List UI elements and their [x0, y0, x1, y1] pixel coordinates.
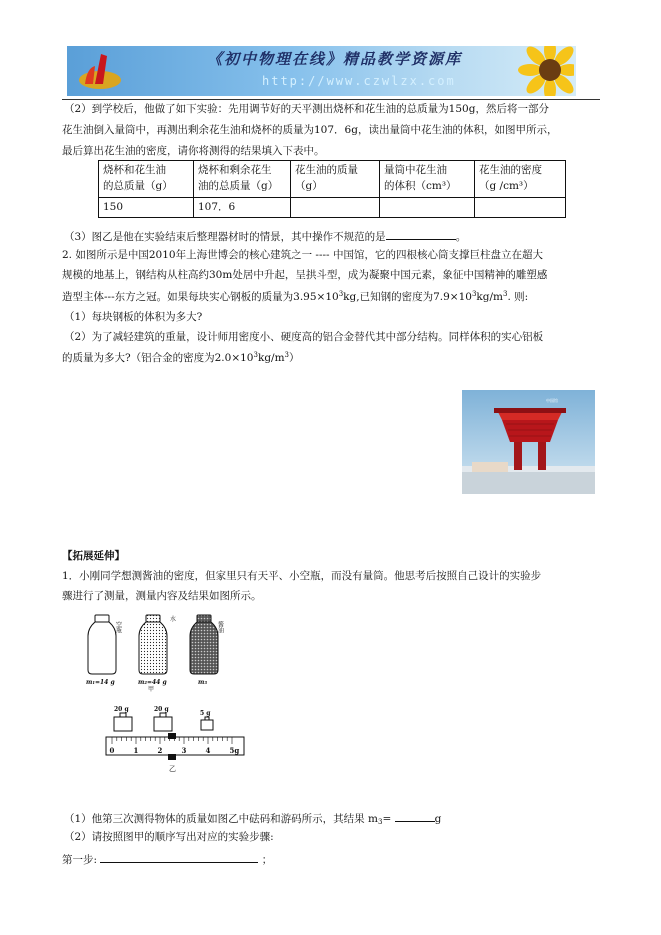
ruler-tick-5: 5g — [229, 746, 240, 755]
table-row — [99, 197, 566, 218]
soy-sauce-bottle — [190, 615, 218, 674]
results-table — [98, 160, 566, 218]
water-bottle — [139, 615, 167, 674]
banner-title: 《初中物理在线》精品教学资源库 — [207, 50, 463, 68]
china-pavilion-photo — [462, 390, 595, 494]
figure-label-jia: 甲 — [148, 686, 155, 692]
p2-line3: 造型主体---东方之冠。如果每块实心钢板的质量为$3.95\times 10^3kg$,已知钢的密度为$7.9\times 10^3kg/m^3$. 则: — [62, 290, 529, 303]
table-header-cell: 量筒中花生油 的体积（cm³） — [380, 161, 475, 198]
banner-url[interactable]: http://www.czwlzx.com — [262, 74, 456, 88]
bottles-figure — [86, 614, 226, 692]
table-cell[interactable] — [380, 197, 475, 218]
sunflower-icon — [514, 46, 574, 96]
rider-top — [168, 733, 176, 739]
table-cell[interactable] — [475, 197, 566, 218]
ruler-tick-4: 4 — [205, 746, 211, 755]
table-header-cell: 花生油的密度 （g /cm³） — [475, 161, 566, 198]
ext-step1: 第一步: ； — [62, 854, 273, 866]
mass-label-1: m₁=14 g — [86, 679, 115, 686]
bottle-label-3: 酱油 — [216, 621, 224, 633]
table-cell[interactable] — [291, 197, 380, 218]
site-logo-icon — [77, 50, 123, 92]
table-header-cell: 花生油的质量 （g） — [291, 161, 380, 198]
weight-label-3: 5 g — [200, 710, 211, 717]
ext-q2: （2）请按照图甲的顺序写出对应的实验步骤: — [64, 831, 274, 843]
mass-label-3: m₃ — [198, 679, 207, 686]
header-rule — [62, 99, 600, 100]
weight-label-2: 20 g — [154, 706, 169, 713]
p2-sub2-line2: 的质量为多大?（铝合金的密度为$2.0\times 10^3kg/m^3$） — [62, 351, 300, 364]
q1-answer-blank[interactable] — [395, 811, 435, 822]
step1-answer-blank[interactable] — [100, 852, 258, 863]
q3-answer-blank[interactable] — [386, 229, 456, 240]
p2-line2: 规模的地基上，钢结构从柱高约30m处居中升起，呈拱斗型，成为凝聚中国元素，象征中国精神的雕塑感 — [62, 269, 548, 281]
table-cell: 107．6 — [194, 197, 291, 218]
p2-sub2-line1: （2）为了减轻建筑的重量，设计师用密度小、硬度高的铝合金替代其中部分结构。同样体积的实心铝板 — [64, 331, 544, 343]
p2-line1: 2. 如图所示是中国2010年上海世博会的核心建筑之一 ---- 中国馆，它的四根核心筒支撑巨柱盘立在超大 — [62, 249, 543, 261]
header-banner — [67, 46, 576, 96]
p2-sub1: （1）每块钢板的体积为多大? — [64, 311, 203, 323]
ruler-tick-1: 1 — [133, 746, 139, 755]
figure-label-yi: 乙 — [169, 765, 176, 773]
ruler-tick-2: 2 — [157, 746, 163, 755]
bottle-label-2: 水 — [170, 616, 177, 623]
bottle-label-1: 空瓶 — [114, 621, 122, 633]
ext-line1: 1．小刚同学想测酱油的密度，但家里只有天平、小空瓶，而没有量筒。他思考后按照自己设计的实验步 — [62, 570, 542, 582]
weights-ruler-figure — [104, 703, 246, 781]
q2-line1: （2）到学校后，他做了如下实验：先用调节好的天平测出烧杯和花生油的总质量为150g，然后将一部分 — [64, 103, 549, 115]
ruler-tick-3: 3 — [181, 746, 187, 755]
section-heading: 【拓展延伸】 — [62, 550, 125, 562]
ext-q1: （1）他第三次测得物体的质量如图乙中砝码和游码所示，其结果 $m_3= g$ — [64, 813, 442, 826]
table-header-cell: 烧杯和剩余花生 油的总质量（g） — [194, 161, 291, 198]
table-header-cell: 烧杯和花生油 的总质量（g） — [99, 161, 194, 198]
q2-line2: 花生油倒入量筒中，再测出剩余花生油和烧杯的质量为107．6g，读出量筒中花生油的体积，如图甲所示， — [62, 124, 558, 136]
ruler-tick-0: 0 — [109, 746, 115, 755]
rider-bottom — [168, 754, 176, 760]
mass-label-2: m₂=44 g — [138, 679, 167, 686]
ext-line2: 骤进行了测量，测量内容及结果如图所示。 — [62, 590, 262, 602]
weight-label-1: 20 g — [114, 706, 129, 713]
q3-line: （3）图乙是他在实验结束后整理器材时的情景，其中操作不规范的是 。 — [64, 231, 467, 243]
table-header-row — [99, 161, 566, 198]
empty-bottle — [88, 615, 116, 674]
photo-caption: 中国馆 — [546, 398, 558, 403]
q2-line3: 最后算出花生油的密度，请你将测得的结果填入下表中。 — [62, 145, 325, 157]
table-cell: 150 — [99, 197, 194, 218]
